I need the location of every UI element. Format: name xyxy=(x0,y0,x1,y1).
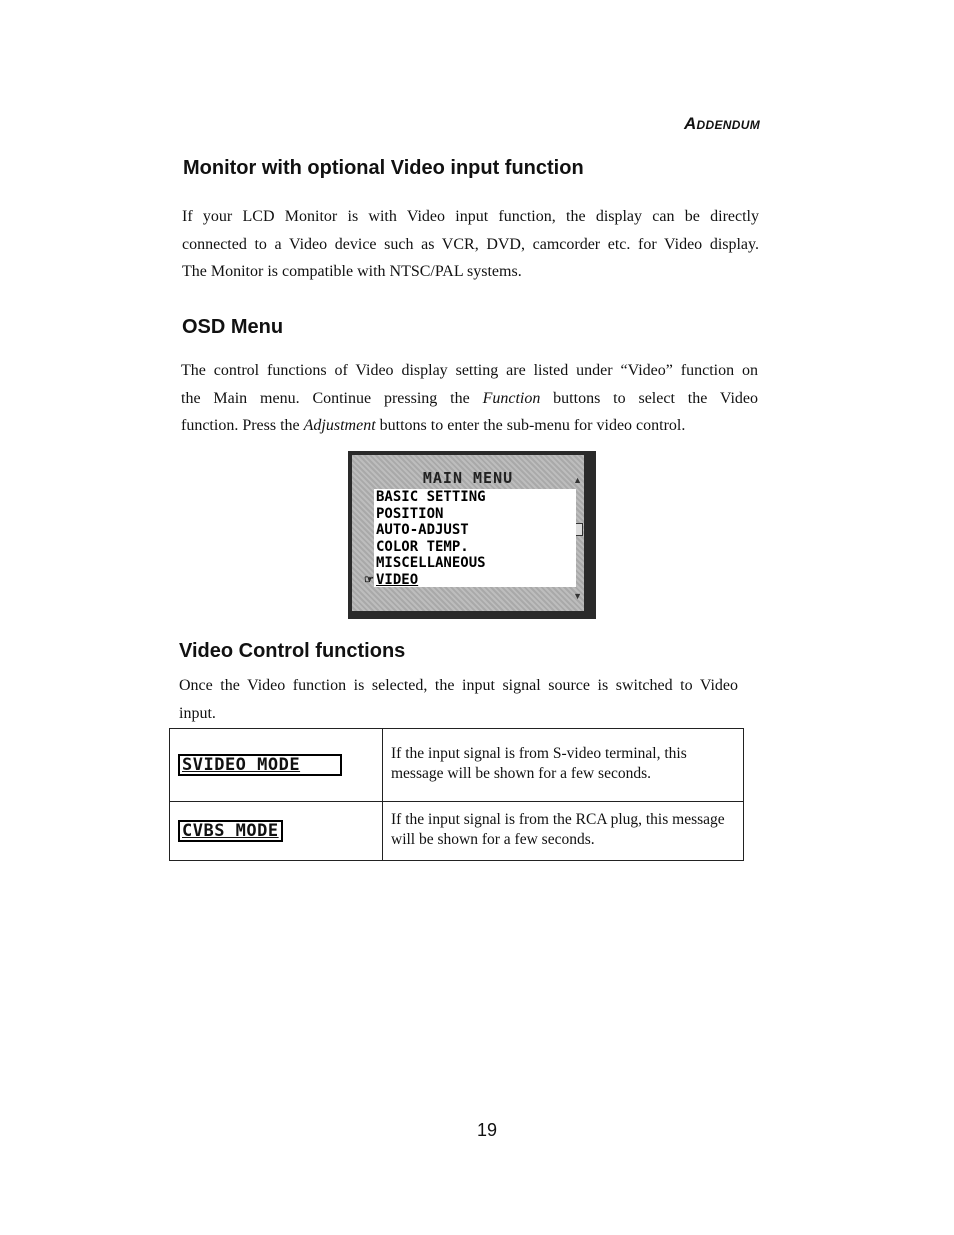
text-run: function. Press the xyxy=(181,417,304,434)
paragraph-line xyxy=(181,385,758,413)
paragraph-osd-menu xyxy=(181,357,758,440)
osd-menu-item-color-temp: COLOR TEMP. xyxy=(376,538,469,555)
text-run: buttons to enter the sub-menu for video control. xyxy=(375,417,686,434)
section-header: Addendum xyxy=(683,114,760,133)
paragraph-line: input. xyxy=(179,704,216,722)
osd-menu-list xyxy=(374,489,576,587)
osd-panel xyxy=(352,455,584,611)
scroll-down-arrow-icon: ▼ xyxy=(573,591,582,601)
cvbs-mode-message: CVBS MODE xyxy=(178,820,283,842)
osd-menu-item-position: POSITION xyxy=(376,505,444,522)
paragraph-line: Once the Video function is selected, the input signal source is switched to Video xyxy=(179,677,738,694)
heading-osd-menu: OSD Menu xyxy=(182,316,284,338)
osd-menu-item-miscellaneous: MISCELLANEOUS xyxy=(376,555,486,571)
heading-video-control: Video Control functions xyxy=(179,640,406,662)
table-cell-label xyxy=(170,802,383,861)
table-row xyxy=(170,802,744,861)
osd-menu-item-basic-setting: BASIC SETTING xyxy=(376,489,486,505)
paragraph-line: connected to a Video device such as VCR, DVD, camcorder etc. for Video display. xyxy=(182,235,759,253)
paragraph-video-control xyxy=(179,672,738,727)
osd-menu-title: MAIN MENU xyxy=(422,469,514,487)
adjustment-term: Adjustment xyxy=(303,417,376,434)
svideo-mode-message: SVIDEO MODE xyxy=(178,754,342,776)
table-cell-description: If the input signal is from S-video terminal, this message will be shown for a few seconds. xyxy=(383,729,744,802)
osd-menu-item-video: VIDEO xyxy=(376,571,419,588)
paragraph-line: The control functions of Video display setting are listed under “Video” function on xyxy=(181,362,758,379)
heading-video-input: Monitor with optional Video input function xyxy=(183,157,584,179)
text-run: the Main menu. Continue pressing the xyxy=(181,389,483,407)
paragraph-video-input xyxy=(182,203,759,286)
table-row xyxy=(170,729,744,802)
osd-menu-item-auto-adjust: AUTO-ADJUST xyxy=(376,522,469,538)
pointer-icon: ☞ xyxy=(364,574,374,586)
paragraph-line: The Monitor is compatible with NTSC/PAL systems. xyxy=(182,263,522,280)
table-cell-description: If the input signal is from the RCA plug, this message will be shown for a few seconds. xyxy=(383,802,744,861)
paragraph-line: If your LCD Monitor is with Video input function, the display can be directly xyxy=(182,208,759,225)
function-term: Function xyxy=(482,389,541,407)
text-run: buttons to select the Video xyxy=(540,389,759,407)
paragraph-line xyxy=(181,412,758,440)
scroll-up-arrow-icon: ▲ xyxy=(573,475,582,485)
page-number: 19 xyxy=(476,1120,498,1140)
table-cell-label xyxy=(170,729,383,802)
osd-main-menu-image xyxy=(348,451,596,619)
video-mode-table xyxy=(169,728,744,861)
